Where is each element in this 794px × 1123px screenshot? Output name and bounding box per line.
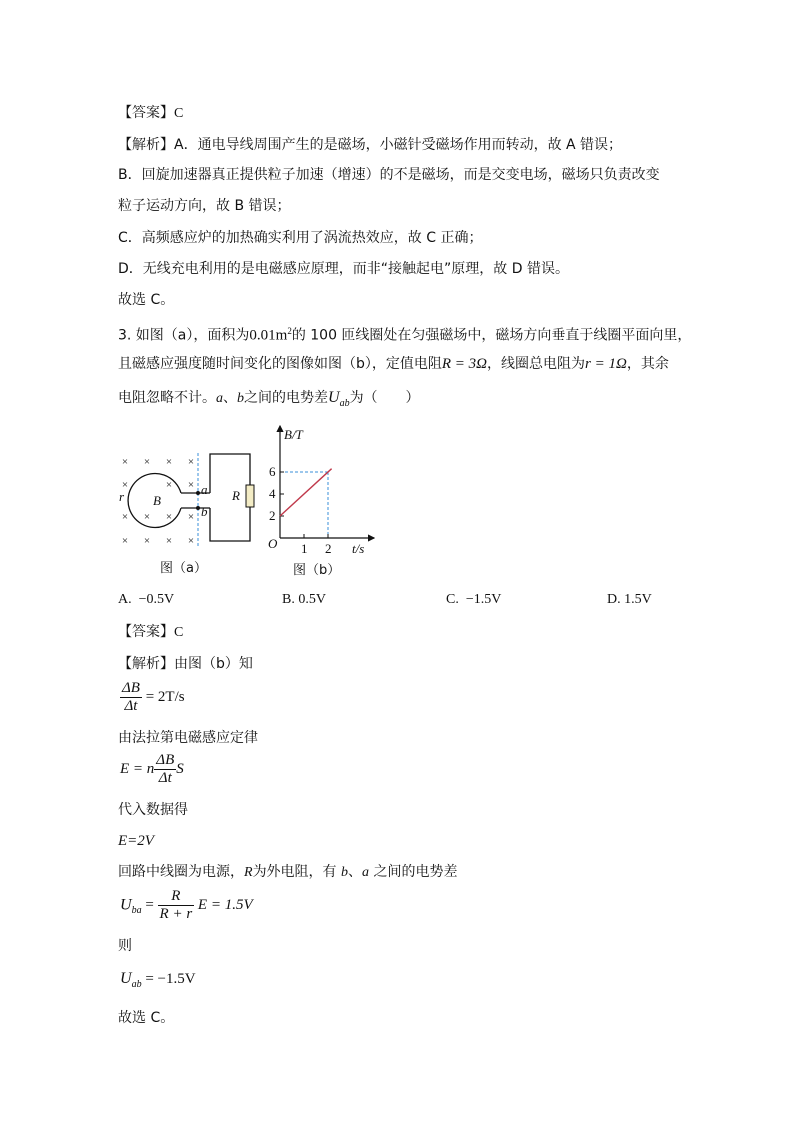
origin-label: O [268, 536, 278, 551]
option-text: 0.5V [298, 592, 326, 607]
fraction-denominator: R + r [159, 906, 193, 922]
label-B: B [153, 493, 161, 508]
field-cross: × [121, 535, 129, 547]
option-a[interactable] [118, 592, 174, 608]
voltage-subscript: ba [131, 904, 142, 916]
resistor-equation: R = 3Ω [441, 356, 488, 372]
question-line-3 [118, 389, 420, 413]
equation-rhs: E = 1.5V [197, 897, 253, 913]
analysis-text: 回路中线圈为电源， [118, 864, 244, 880]
y-tick-label: 2 [269, 508, 276, 523]
label-b: b [201, 504, 208, 519]
analysis-text: 由图（b）知 [174, 656, 253, 672]
field-cross: × [187, 456, 195, 468]
equation-voltage-ab [120, 970, 196, 990]
field-cross: × [165, 511, 173, 523]
x-axis-label: t/s [352, 541, 365, 556]
area-value: 0.01m [249, 327, 288, 344]
analysis-label: 【解析】 [118, 656, 174, 672]
option-letter: B. [282, 592, 295, 607]
analysis-line-b2: 粒子运动方向，故 B 错误； [118, 198, 291, 214]
var-a: a [216, 391, 223, 406]
field-cross: × [143, 456, 151, 468]
analysis-text: 之间的电势差 [373, 864, 458, 880]
figure-a-caption: 图（a） [160, 561, 207, 576]
analysis-line-a [118, 136, 622, 154]
label-r: r [119, 489, 125, 504]
voltage-subscript: ab [339, 397, 350, 409]
area-exponent: 2 [287, 326, 292, 336]
fraction-numerator: ΔB [156, 752, 175, 768]
y-tick-label: 6 [269, 464, 276, 479]
equation-rhs: S [176, 761, 184, 777]
then-line: 则 [118, 938, 132, 954]
circuit-wire-top [210, 454, 250, 493]
option-letter: D. [607, 592, 621, 607]
question-text: 之间的电势差 [244, 390, 328, 406]
question-text: ，线圈总电阻为 [487, 356, 586, 372]
fraction [158, 888, 195, 923]
field-cross: × [121, 456, 129, 468]
question-text: 的 100 匝线圈处在匀强磁场中，磁场方向垂直于线圈平面向里， [291, 327, 692, 344]
series-line [280, 469, 332, 516]
fraction [120, 680, 142, 715]
fraction-numerator: R [158, 888, 195, 906]
fraction-denominator: Δt [124, 698, 138, 714]
question-text: ，其余 [626, 356, 669, 372]
substitute-line: 代入数据得 [118, 802, 188, 818]
equation-rhs: = 2T/s [145, 689, 185, 705]
equation-emf [120, 752, 184, 787]
separator: 、 [223, 390, 237, 406]
question-text: 且磁感应强度随时间变化的图像如图（b），定值电阻 [118, 356, 442, 372]
field-cross: × [143, 511, 151, 523]
field-cross: × [187, 535, 195, 547]
analysis-line-intro [118, 655, 253, 673]
fraction-denominator: Δt [158, 770, 172, 786]
answer-value: C [174, 106, 184, 121]
question-text: 为（ ） [349, 390, 420, 406]
voltage-symbol: U [120, 896, 132, 914]
circuit-line [118, 863, 457, 882]
y-axis-label: B/T [284, 427, 303, 442]
var-R: R [244, 865, 253, 880]
analysis-line-b1: B．回旋加速器真正提供粒子加速（增速）的不是磁场，而是交变电场，磁场只负责改变 [118, 167, 660, 183]
option-letter: A. [118, 592, 132, 607]
resistor [246, 485, 254, 507]
option-text: −1.5V [465, 592, 502, 607]
fraction [154, 752, 176, 787]
label-a: a [201, 482, 208, 497]
option-b[interactable] [282, 592, 326, 608]
x-tick-label: 2 [325, 541, 332, 556]
field-cross: × [121, 479, 129, 491]
voltage-symbol: U [120, 970, 132, 987]
answer-value: C [174, 625, 184, 640]
separator: 、 [348, 864, 363, 880]
question-line-1 [118, 322, 691, 345]
terminal-b [196, 506, 200, 510]
field-cross: × [165, 456, 173, 468]
final-conclusion: 故选 C。 [118, 1010, 175, 1026]
equals-sign: = [145, 897, 154, 913]
option-letter: C. [446, 592, 459, 607]
option-text: −0.5V [138, 592, 175, 607]
field-cross: × [165, 535, 173, 547]
var-a: a [362, 865, 370, 880]
answer-line [118, 104, 183, 123]
y-tick-label: 4 [269, 486, 276, 501]
question-text: 电阻忽略不计。 [118, 390, 216, 406]
analysis-label: 【解析】 [118, 137, 174, 153]
coil-resistance-equation: r = 1Ω [585, 356, 627, 372]
var-b: b [341, 865, 349, 880]
var-b: b [237, 391, 244, 406]
option-c[interactable] [446, 592, 501, 608]
analysis-text: A．通电导线周围产生的是磁场，小磁针受磁场作用而转动，故 A 错误； [174, 137, 623, 153]
equation-voltage-ba [120, 888, 253, 923]
label-R: R [232, 488, 240, 503]
field-cross: × [187, 479, 195, 491]
emf-result: E=2V [118, 833, 154, 849]
analysis-line-c: C．高频感应炉的加热确实利用了涡流热效应，故 C 正确； [118, 230, 483, 246]
question-text: 3. 如图（a），面积为 [118, 327, 250, 344]
terminal-a [196, 491, 200, 495]
option-d[interactable] [607, 592, 652, 608]
answer-label: 【答案】 [118, 624, 174, 640]
question-line-2 [118, 355, 669, 373]
equation-rhs: = −1.5V [145, 971, 196, 987]
analysis-text: 为外电阻，有 [252, 864, 337, 880]
field-cross: × [165, 479, 173, 491]
figure-b-caption: 图（b） [293, 563, 341, 578]
field-cross: × [143, 535, 151, 547]
answer-label: 【答案】 [118, 105, 174, 121]
voltage-symbol: U [328, 389, 340, 406]
figure-b-chart [262, 422, 382, 558]
option-text: 1.5V [624, 592, 652, 607]
equation-rate [120, 680, 185, 715]
analysis-line-d: D．无线充电利用的是电磁感应原理，而非“接触起电”原理，故 D 错误。 [118, 261, 569, 277]
analysis-conclusion: 故选 C。 [118, 292, 175, 308]
fraction-numerator: ΔB [122, 680, 140, 696]
figure-a-diagram [115, 448, 265, 552]
voltage-subscript: ab [131, 979, 142, 990]
field-cross: × [121, 511, 129, 523]
equation-lhs: E = n [120, 761, 155, 777]
answer-line-2 [118, 623, 183, 642]
x-tick-label: 1 [301, 541, 308, 556]
field-cross: × [187, 511, 195, 523]
circuit-wire-bottom [210, 507, 250, 541]
faraday-law-line: 由法拉第电磁感应定律 [118, 730, 258, 746]
